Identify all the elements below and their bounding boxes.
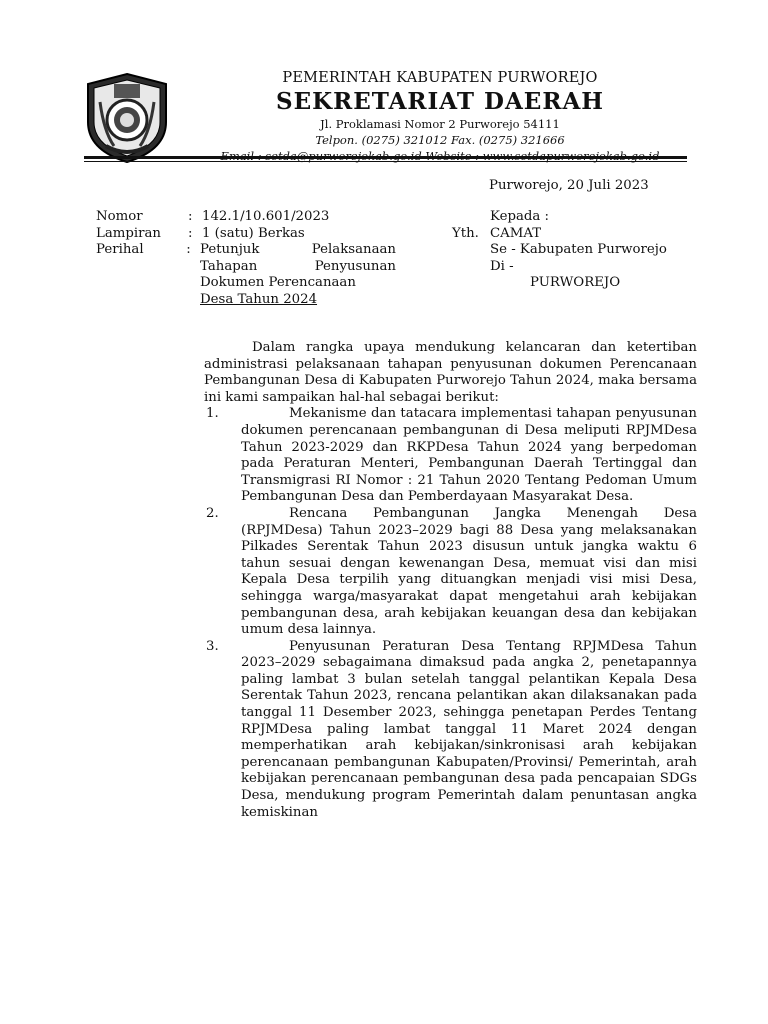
list-item-text: Mekanisme dan tatacara implementasi tahapan penyusunan dokumen perencanaan pembangunan di Desa meliputi RPJMDesa Tahun 2023-2029 dan RKPDesa Tahun 2024 yang berpedoman pada Peraturan Menteri, Pembangunan Daerah Tertinggal dan Transmigrasi RI Nomor : 21 Tahun 2020 Tentang Pedoman Umum Pembangunan Desa dan Pemberdayaan Masyarakat Desa. bbox=[241, 406, 697, 505]
nomor-value: 142.1/10.601/2023 bbox=[202, 209, 330, 224]
government-name: PEMERINTAH KABUPATEN PURWOREJO bbox=[282, 70, 598, 86]
website-label: Website : bbox=[421, 149, 483, 163]
meta-row-perihal bbox=[96, 242, 396, 308]
office-address: Jl. Proklamasi Nomor 2 Purworejo 54111 bbox=[320, 117, 560, 131]
colon: : bbox=[188, 209, 193, 224]
numbered-list bbox=[204, 406, 697, 821]
website-link[interactable]: www.setdapurworejokab.go.id bbox=[482, 149, 660, 163]
list-item-number: 2. bbox=[206, 505, 219, 521]
recipient-row bbox=[452, 259, 692, 276]
intro-paragraph: Dalam rangka upaya mendukung kelancaran dan ketertiban administrasi pelaksanaan tahapan penyusunan dokumen Perencanaan Pembangunan Desa di Kabupaten Purworejo Tahun 2024, maka bersama ini kami sampaikan hal-hal sebagai berikut: bbox=[204, 340, 697, 405]
kepada-label: Kepada : bbox=[490, 209, 550, 224]
lampiran-value: 1 (satu) Berkas bbox=[202, 225, 305, 241]
perihal-underlined-text: Desa Tahun 2024 bbox=[200, 291, 318, 307]
colon: : bbox=[188, 225, 193, 241]
recipient-row bbox=[452, 242, 692, 259]
list-item bbox=[204, 406, 697, 506]
letter-body bbox=[204, 340, 697, 821]
letterhead-rule-thin bbox=[84, 161, 687, 162]
perihal-text: Petunjuk Pelaksanaan Tahapan Penyusunan Dokumen Perencanaan bbox=[200, 242, 396, 291]
recipient-row bbox=[452, 226, 692, 243]
letter-meta bbox=[96, 209, 396, 309]
meta-row-lampiran bbox=[96, 226, 396, 243]
yth-label: Yth. bbox=[452, 225, 479, 241]
list-item-text: Penyusunan Peraturan Desa Tentang RPJMDesa Tahun 2023–2029 sebagaimana dimaksud pada angka 2, penetapannya paling lambat 3 bulan setelah tanggal pelantikan Kepala Desa Serentak Tahun 2023, rencana pelantikan akan dilaksanakan pada tanggal 11 Desember 2023, sehingga penetapan Perdes Tentang RPJMDesa paling lambat tanggal 11 Maret 2024 dengan memperhatikan arah kebijakan/sinkronisasi arah kebijakan perencanaan pembangunan Kabupaten/Provinsi/ Pemerintah, arah kebijakan perencanaan pembangunan desa pada pencapaian SDGs Desa, mendukung program Pemerintah dalam penuntasan angka kemiskinan bbox=[241, 638, 697, 820]
letter-date: Purworejo, 20 Juli 2023 bbox=[489, 178, 649, 193]
nomor-label: Nomor bbox=[96, 209, 143, 224]
regency-emblem-icon bbox=[84, 72, 170, 164]
recipient-row bbox=[452, 275, 692, 292]
recipient-region: Se - Kabupaten Purworejo bbox=[490, 242, 667, 258]
letterhead bbox=[200, 68, 680, 164]
recipient-name: CAMAT bbox=[490, 225, 542, 241]
recipient-city: PURWOREJO bbox=[530, 275, 621, 291]
list-item bbox=[204, 639, 697, 822]
perihal-value bbox=[200, 242, 396, 308]
colon: : bbox=[186, 242, 191, 258]
list-item-number: 3. bbox=[206, 638, 219, 654]
email-label: Email : bbox=[220, 149, 266, 163]
recipient-row bbox=[452, 209, 692, 226]
letterhead-rule-thick bbox=[84, 156, 687, 159]
recipient-block bbox=[452, 209, 692, 292]
office-name: SEKRETARIAT DAERAH bbox=[275, 88, 605, 115]
list-item-text: Rencana Pembangunan Jangka Menengah Desa (RPJMDesa) Tahun 2023–2029 bagi 88 Desa yang melaksanakan Pilkades Serentak Tahun 2023 disusun untuk jangka waktu 6 tahun sesuai dengan kewenangan Desa, memuat visi dan misi Kepala Desa terpilih yang dituangkan menjadi visi misi Desa, sehingga warga/masyarakat dapat mengetahui arah kebijakan pembangunan desa, arah kebijakan keuangan desa dan kebijakan umum desa lainnya. bbox=[241, 505, 697, 638]
office-phone: Telpon. (0275) 321012 Fax. (0275) 321666 bbox=[315, 133, 565, 147]
recipient-di: Di - bbox=[490, 258, 514, 274]
perihal-label: Perihal bbox=[96, 242, 144, 258]
meta-row-nomor bbox=[96, 209, 396, 226]
lampiran-label: Lampiran bbox=[96, 225, 161, 241]
list-item-number: 1. bbox=[206, 406, 219, 422]
email-link[interactable]: setda@purworejokab.go.id bbox=[265, 149, 422, 163]
list-item bbox=[204, 506, 697, 639]
